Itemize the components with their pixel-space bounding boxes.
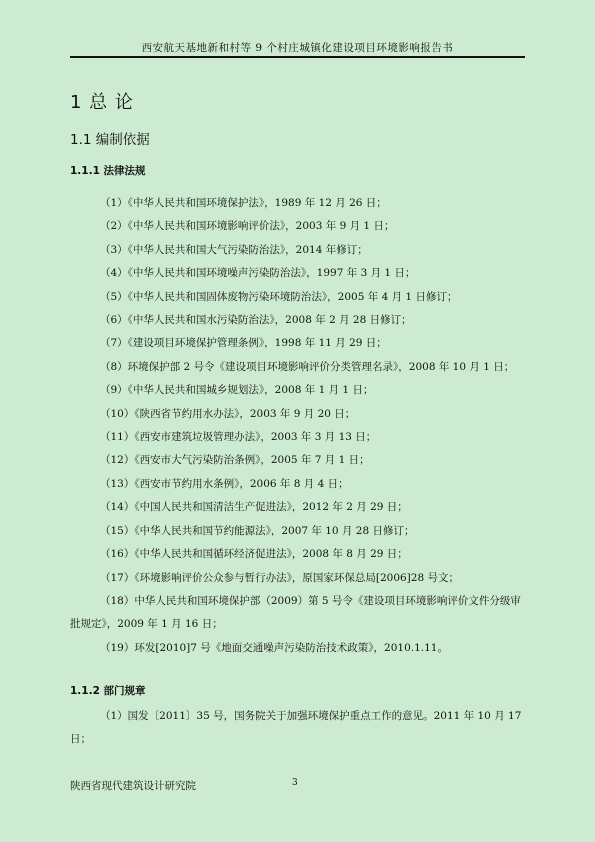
list-item: （10）《陕西省节约用水办法》，2003 年 9 月 20 日；: [100, 407, 356, 420]
list-item: （1）国发〔2011〕35 号，国务院关于加强环境保护重点工作的意见。2011 年 10 月 17 日；: [70, 710, 522, 746]
list-item: （3）《中华人民共和国大气污染防治法》，2014 年修订；: [100, 243, 368, 256]
list-item: （8）环境保护部 2 号令《建设项目环境影响评价分类管理名录》，2008 年 10 月 1 日；: [100, 360, 515, 373]
list-item: （12）《西安市大气污染防治条例》，2005 年 7 月 1 日；: [100, 454, 370, 467]
list-item: （4）《中华人民共和国环境噪声污染防治法》，1997 年 3 月 1 日；: [100, 267, 416, 280]
list-item: （15）《中华人民共和国节约能源法》，2007 年 10 月 28 日修订；: [100, 524, 415, 537]
subsection-title-laws: 1.1.1 法律法规: [70, 165, 146, 177]
subsection-title-regulations: 1.1.2 部门规章: [70, 685, 146, 697]
list-item: （11）《西安市建筑垃圾管理办法》，2003 年 3 月 13 日；: [100, 431, 377, 444]
list-item: （19）环发[2010]7 号《地面交通噪声污染防治技术政策》，2010.1.11。: [100, 641, 448, 654]
page-header: 西安航天基地新和村等 9 个村庄城镇化建设项目环境影响报告书: [141, 42, 454, 54]
list-item: （6）《中华人民共和国水污染防治法》，2008 年 2 月 28 日修订；: [100, 314, 412, 327]
regulations-list: [70, 705, 525, 752]
page-number: 3: [292, 778, 298, 788]
list-item: （9）《中华人民共和国城乡规划法》，2008 年 1 月 1 日；: [100, 384, 374, 397]
section-title: 1.1 编制依据: [70, 132, 150, 148]
list-item: （14）《中国人民共和国清洁生产促进法》，2012 年 2 月 29 日；: [100, 501, 408, 514]
footer-organization: 陕西省现代建筑设计研究院: [70, 780, 196, 792]
list-item: （5）《中华人民共和国固体废物污染环境防治法》，2005 年 4 月 1 日修订；: [100, 290, 458, 303]
list-item: （1）《中华人民共和国环境保护法》，1989 年 12 月 26 日；: [100, 197, 387, 209]
list-item: （18）中华人民共和国环境保护部（2009）第 5 号令《建设项目环境影响评价文件分级审批规定》，2009 年 1 月 16 日；: [70, 594, 521, 631]
list-item: （2）《中华人民共和国环境影响评价法》，2003 年 9 月 1 日；: [100, 220, 395, 233]
list-item: （7）《建设项目环境保护管理条例》，1998 年 11 月 29 日；: [100, 337, 387, 350]
list-item: （16）《中华人民共和国循环经济促进法》，2008 年 8 月 29 日；: [100, 548, 408, 561]
list-item: （13）《西安市节约用水条例》，2006 年 8 月 4 日；: [100, 477, 349, 490]
chapter-title: 1 总 论: [70, 92, 134, 113]
list-item: （17）《环境影响评价公众参与暂行办法》，原国家环保总局[2006]28 号文；: [100, 571, 459, 584]
laws-list: [70, 192, 525, 660]
header-divider: [70, 56, 525, 58]
